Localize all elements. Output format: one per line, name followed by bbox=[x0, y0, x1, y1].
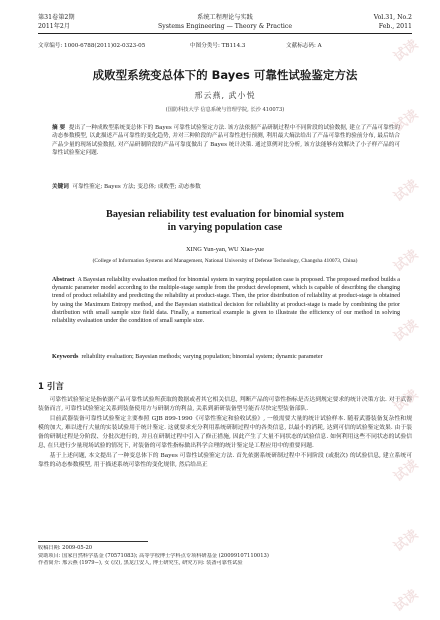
watermark: 试读 bbox=[391, 37, 422, 65]
affiliation-cn: (国防科技大学 信息系统与管理学院, 长沙 410073) bbox=[165, 107, 285, 113]
article-id: 文章编号: 1000-6788(2011)02-0323-05 bbox=[38, 43, 146, 49]
title-en-line1: Bayesian reliability test evaluation for binomial system bbox=[106, 209, 344, 220]
section-body-intro bbox=[38, 396, 412, 470]
watermark: 试读 bbox=[391, 107, 422, 135]
paragraph: 目前武器装备可靠性试验鉴定主要参照 GJB 899-1990《可靠性鉴定和验收试验》, 一般需要大量的统计试验样本. 随着武器装备复杂性和规模的加大, 难以进行大量的实装试验用于统计鉴定. 这就要求充分利用系统研制过程中的各类信息, 以最小的消耗, 达到可信的试验鉴定效果. 由于装备的研制过程是分阶段、分批次进行的, 并且在研制过程中引入了修正措施, 因此产生了大量不同状态的试验信息. 如何利用这些不同状态的试验信息, 在只进行少量现场试验的情况下, 对装备的可靠性指标做出科学合理的统计鉴定是工程应用中的重要问题. bbox=[38, 415, 412, 450]
footnote-rule bbox=[38, 541, 148, 542]
watermark: 试读 bbox=[391, 387, 422, 415]
watermark: 试读 bbox=[391, 457, 422, 485]
footnote-author: 作者简介: 邢云燕 (1979−), 女 (汉), 黑龙江安人, 博士研究生, 研究方向: 装备可靠性试验 bbox=[38, 560, 243, 567]
paragraph: 可靠性试验鉴定是指依据产品可靠性试验所获取的数据或者其它相关信息, 判断产品的可靠性指标是否达到规定要求的统计决策方法. 对于武器装备而言, 可靠性试验鉴定关系到装备使用方与研制方的利益, 关系到新研装备型号能否尽快定型装备部队. bbox=[38, 397, 412, 413]
section-heading-intro: 1 引言 bbox=[38, 382, 64, 392]
footnote-received: 收稿日期: 2009-05-20 bbox=[38, 545, 93, 551]
affiliation-en: (College of Information Systems and Management, National University of Defense Technology, Changsha 410073, China) bbox=[92, 258, 358, 264]
clc-number: 中图分类号: TB114.3 bbox=[190, 43, 246, 49]
watermark: 试读 bbox=[391, 317, 422, 345]
header-volume: 第31卷第2期 bbox=[38, 14, 75, 21]
authors-cn: 邢云燕, 武小悦 bbox=[194, 91, 256, 100]
footnote-funding: 资助项目: 国家自然科学基金 (70571083); 高等学校博士学科点专项科研基金 (20099107110013) bbox=[38, 552, 269, 559]
abstract-en-label: Abstract bbox=[52, 277, 75, 283]
keywords-cn-text: 可靠性鉴定; Bayes 方法; 变总体; 成败型; 动态参数 bbox=[72, 184, 201, 190]
title-en-line2: in varying population case bbox=[167, 222, 283, 233]
watermark: 试读 bbox=[391, 247, 422, 275]
header-journal-cn: 系统工程理论与实践 bbox=[197, 14, 253, 21]
title-en bbox=[38, 208, 412, 234]
authors-en: XING Yun-yan, WU Xiao-yue bbox=[185, 246, 265, 253]
abstract-en-text: A Bayesian reliability evaluation method for binomial system in varying population case is proposed. The proposed method builds a dynamic parameter model according to the multiple-stage sample from the product development, which is capable of describing the changing trend of product reliability and predicting the reliability at product-stage. Then, the prior distribution of reliability at product-stage is obtained by using the Maximum Entropy method, and the Bayesian statistical decision for reliability at product-stage is made by combining the prior distribution with small sample size field data. Finally, a numerical example is given to illustrate the efficiency of our method in solving reliability evaluation under the condition of small sample size. bbox=[52, 277, 400, 325]
abstract-cn bbox=[52, 124, 400, 158]
keywords-cn bbox=[52, 182, 400, 190]
watermark: 试读 bbox=[391, 527, 422, 555]
header-date-en: Feb., 2011 bbox=[378, 23, 412, 30]
keywords-cn-label: 关键词 bbox=[52, 184, 69, 190]
header-vol-en: Vol.31, No.2 bbox=[373, 14, 412, 21]
keywords-en-label: Keywords bbox=[52, 354, 79, 360]
abstract-en bbox=[52, 276, 400, 325]
paragraph: 基于上述问题, 本文提出了一种变总体下的 Bayes 可靠性试验鉴定方法. 首先依据系统研制过程中不同阶段 (或批次) 的试验信息, 建立系统可靠性的动态参数模型, 用于描述系统可靠性的变化规律, 然后给出正 bbox=[38, 452, 412, 469]
footnote bbox=[38, 545, 412, 568]
header-date: 2011年2月 bbox=[38, 23, 71, 30]
title-cn: 成败型系统变总体下的 Bayes 可靠性试验鉴定方法 bbox=[92, 68, 358, 82]
keywords-en bbox=[52, 353, 400, 361]
header-journal-en: Systems Engineering — Theory & Practice bbox=[157, 23, 293, 30]
watermark: 试读 bbox=[391, 177, 422, 205]
abstract-cn-label: 摘 要 bbox=[52, 125, 66, 131]
watermark: 试读 bbox=[391, 587, 422, 615]
document-code: 文献标志码: A bbox=[286, 43, 322, 49]
keywords-en-text: reliability evaluation; Bayesian methods; varying population; binomial system; dynamic parameter bbox=[81, 354, 323, 360]
header-rule bbox=[38, 33, 412, 34]
abstract-cn-text: 提出了一种成败型系统变总体下的 Bayes 可靠性试验鉴定方法. 该方法依据产品研制过程中不同阶段的试验数据, 建立了产品可靠性的动态参数模型, 以此描述产品可靠性的变化趋势, 并对三种阶段的产品可靠性进行预测, 利用最大熵法给出了产品可靠性的验前分布, 最后结合产品少量的现场试验数据, 对产品研制阶段的产品可靠度做出了 Bayes 统计决策. 通过算例对比分析, 该方法能够有效解决了小子样产品的可靠性试验鉴定问题. bbox=[52, 125, 401, 157]
